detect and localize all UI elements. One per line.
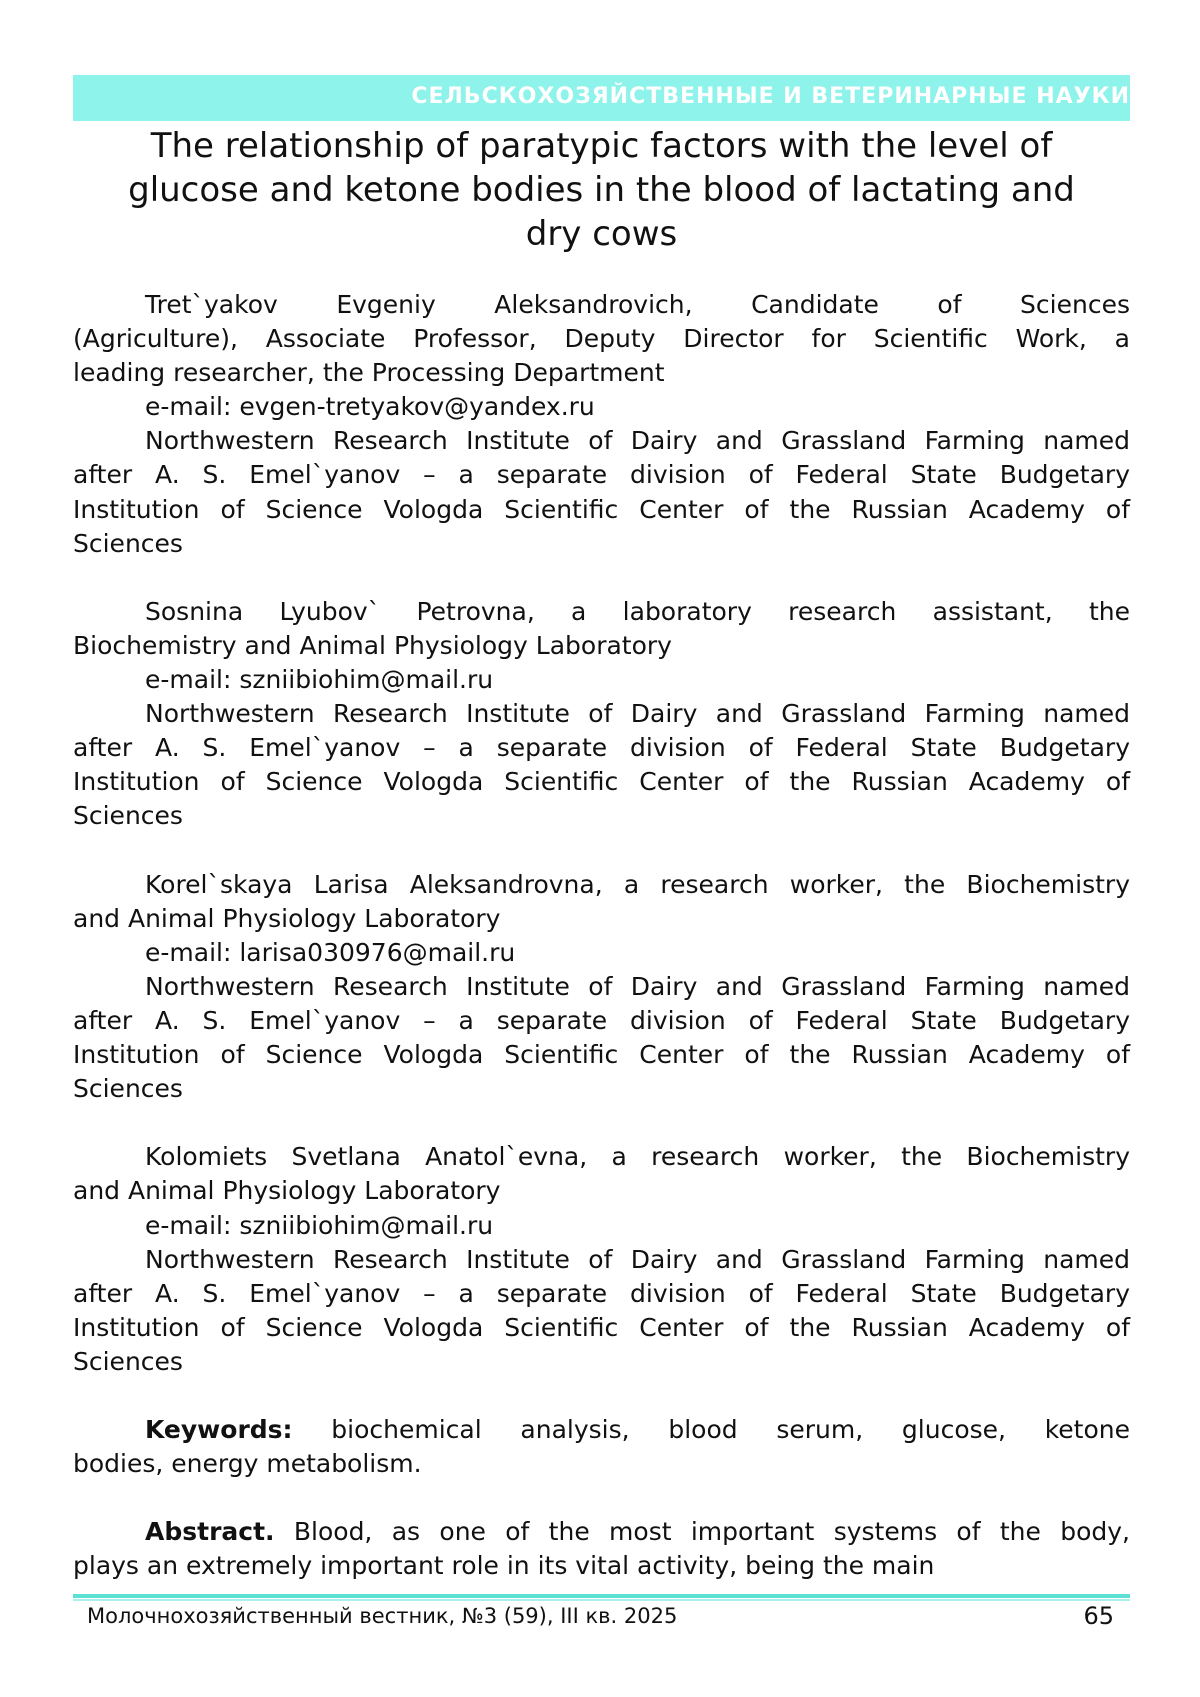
journal-citation: Молочнохозяйственный вестник, №3 (59), III кв. 2025 xyxy=(87,1604,677,1628)
author-bio-line: Biochemistry and Animal Physiology Laboratory xyxy=(73,629,1130,663)
author-bio-line: Kolomiets Svetlana Anatol`evna, a research worker, the Biochemistry xyxy=(73,1140,1130,1174)
author-affiliation-line: Institution of Science Vologda Scientific Center of the Russian Academy of xyxy=(73,1038,1130,1072)
author-affiliation-line: after A. S. Emel`yanov – a separate division of Federal State Budgetary xyxy=(73,731,1130,765)
spacer xyxy=(73,561,1130,595)
keywords-line xyxy=(73,1413,1130,1447)
section-title: СЕЛЬСКОХОЗЯЙСТВЕННЫЕ И ВЕТЕРИНАРНЫЕ НАУКИ xyxy=(411,84,1130,109)
author-affiliation-line: Northwestern Research Institute of Dairy and Grassland Farming named xyxy=(73,697,1130,731)
article-title xyxy=(73,124,1130,256)
footer-rule-light xyxy=(73,1599,1130,1601)
author-affiliation-line: Northwestern Research Institute of Dairy and Grassland Farming named xyxy=(73,1243,1130,1277)
page-number: 65 xyxy=(1083,1602,1114,1630)
author-affiliation-line: Institution of Science Vologda Scientific Center of the Russian Academy of xyxy=(73,1311,1130,1345)
author-affiliation-line: Sciences xyxy=(73,1345,1130,1379)
author-affiliation-line: Sciences xyxy=(73,1072,1130,1106)
spacer xyxy=(73,1106,1130,1140)
spacer xyxy=(73,1481,1130,1515)
author-affiliation-line: Northwestern Research Institute of Dairy and Grassland Farming named xyxy=(73,970,1130,1004)
author-affiliation-line: Sciences xyxy=(73,799,1130,833)
author-email-line: e-mail: szniibiohim@mail.ru xyxy=(73,663,1130,697)
author-email-line: e-mail: szniibiohim@mail.ru xyxy=(73,1209,1130,1243)
footer-rule xyxy=(73,1594,1130,1598)
author-bio-line: Korel`skaya Larisa Aleksandrovna, a research worker, the Biochemistry xyxy=(73,868,1130,902)
author-bio-line: (Agriculture), Associate Professor, Deputy Director for Scientific Work, a xyxy=(73,322,1130,356)
author-affiliation-line: Sciences xyxy=(73,527,1130,561)
author-bio-line: Tret`yakov Evgeniy Aleksandrovich, Candidate of Sciences xyxy=(73,288,1130,322)
author-affiliation-line: after A. S. Emel`yanov – a separate division of Federal State Budgetary xyxy=(73,1277,1130,1311)
author-bio-line: and Animal Physiology Laboratory xyxy=(73,902,1130,936)
author-bio-line: Sosnina Lyubov` Petrovna, a laboratory research assistant, the xyxy=(73,595,1130,629)
article-body xyxy=(73,288,1130,1584)
author-affiliation-line: after A. S. Emel`yanov – a separate division of Federal State Budgetary xyxy=(73,1004,1130,1038)
title-line: glucose and ketone bodies in the blood of lactating and xyxy=(73,168,1130,212)
spacer xyxy=(73,1379,1130,1413)
keywords-text: biochemical analysis, blood serum, glucose, ketone xyxy=(293,1415,1130,1444)
keywords-line: bodies, energy metabolism. xyxy=(73,1447,1130,1481)
abstract-label: Abstract. xyxy=(145,1517,275,1546)
author-bio-line: and Animal Physiology Laboratory xyxy=(73,1174,1130,1208)
author-affiliation-line: after A. S. Emel`yanov – a separate division of Federal State Budgetary xyxy=(73,458,1130,492)
author-affiliation-line: Institution of Science Vologda Scientific Center of the Russian Academy of xyxy=(73,765,1130,799)
author-email-line: e-mail: larisa030976@mail.ru xyxy=(73,936,1130,970)
section-header-band xyxy=(73,75,1130,121)
author-bio-line: leading researcher, the Processing Department xyxy=(73,356,1130,390)
abstract-line: plays an extremely important role in its vital activity, being the main xyxy=(73,1549,1130,1583)
title-line: The relationship of paratypic factors with the level of xyxy=(73,124,1130,168)
spacer xyxy=(73,834,1130,868)
author-affiliation-line: Institution of Science Vologda Scientific Center of the Russian Academy of xyxy=(73,493,1130,527)
author-email-line: e-mail: evgen-tretyakov@yandex.ru xyxy=(73,390,1130,424)
abstract-text: Blood, as one of the most important systems of the body, xyxy=(275,1517,1130,1546)
abstract-line xyxy=(73,1515,1130,1549)
author-affiliation-line: Northwestern Research Institute of Dairy and Grassland Farming named xyxy=(73,424,1130,458)
title-line: dry cows xyxy=(73,212,1130,256)
keywords-label: Keywords: xyxy=(145,1415,293,1444)
